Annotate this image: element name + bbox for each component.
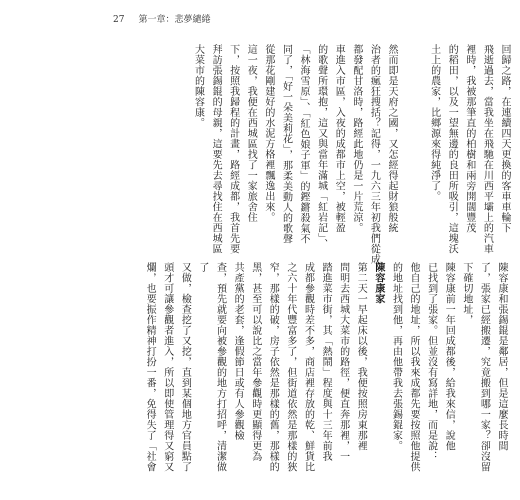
text-line: 陳容康前一年回成都後，給我來信，說他 — [443, 262, 455, 451]
text-line: 又做，檢查挖了又挖，直到某個地方官員點了 — [179, 262, 191, 472]
lower-text — [114, 262, 510, 477]
text-line: 拜訪張錫錕的母親，這要先去尋找住在西城區 — [210, 44, 222, 254]
text-line: 治者的瘋狂搜括？記得，一九六三年初我們從成 — [368, 44, 380, 265]
text-line: 車進入市區，入夜的成都市上空，被輕盈 — [333, 44, 345, 233]
text-line: 查，預先就要向被參觀的地方打招呼，清潔做了 — [196, 262, 226, 472]
text-line: 飛逝過去，當我坐在飛馳在川西平壩上的汽車 — [481, 44, 493, 254]
text-line: 踏進菜市街，其「熱鬧」程度與十三年前我 — [320, 262, 332, 462]
text-line: 的稻田，以及一望無邊的良田所吸引，這塊沃 — [446, 44, 458, 254]
upper-left-text — [114, 44, 400, 290]
text-line: 黑，甚至可以說比之當年參觀時更顯得更為 — [249, 262, 261, 462]
text-line: 同了，「好一朵美莉花」，那柔美動人的歌聲 — [280, 44, 292, 244]
text-line: 這一夜，我便在西城區找了一家旅舍住 — [245, 44, 257, 223]
text-line: 裡時，我被那筆直的柏樹和兩旁開闊豐茂 — [463, 44, 475, 233]
text-line: 第二天一早起床以後，我便按照房東那裡 — [355, 262, 367, 451]
text-line: 窄，那樣的破，房子依然是那樣的舊，那樣的 — [267, 262, 279, 472]
text-line: 陳容康和張錫錕是鄰居，但是這麼長時間 — [496, 262, 507, 451]
text-line: 的歌聲所環抱，這又與當年滿城「紅岩記」、 — [315, 44, 327, 249]
text-line: 然而即是天府之國，又怎經得起財狼般統 — [386, 44, 397, 233]
text-line: 問明去西城大菜市的路徑，便直奔那裡，一 — [337, 262, 349, 462]
text-line: 成都參觀時差不多，商店裡存放的乾、鮮貨比 — [302, 262, 314, 472]
text-line: 大菜市的陳容康。 — [192, 44, 204, 128]
text-line: 都發配甘洛時，路經此地仍是一片荒涼。 — [350, 44, 362, 233]
text-line: 下，按照我歸程的計畫，路經成都，我首先要 — [227, 44, 239, 254]
text-line: 之六十年代豐富多了，但街道依然是那樣的狹 — [284, 262, 296, 472]
text-line: 下確切地址， — [460, 262, 472, 325]
text-line: 的地址找到他，再由他帶我去張錫錕家。 — [390, 262, 402, 451]
section-heading: 陳容康家 — [372, 262, 384, 304]
text-line: 土上的農家，比鄉源來得純淨了。 — [428, 44, 440, 202]
text-line: 了，張家已經搬遷，究竟搬到哪一家？卻沒留 — [478, 262, 490, 472]
text-line: 從那花剛建好的水泥方格裡飄逸出來。 — [262, 44, 274, 223]
page-number: 27 — [113, 15, 125, 25]
text-line: 已找到了張家。但並沒有寫詳地，而是說： — [425, 262, 437, 462]
text-line: 他自己的地址，所以我來成都先要按照他提供 — [408, 262, 420, 472]
text-line: 頭才可讓參觀者進入，所以即使管理得又窮又 — [161, 262, 173, 472]
upper-right-text — [400, 44, 513, 290]
text-line: 「林海雪原」、「紅色娘子軍」的鏗鏘殺氣不 — [298, 44, 310, 244]
text-line: 爛，也要振作精神打扮一番，免得失了「社會 — [144, 262, 156, 472]
text-line: 回歸之路，在連續四天更換的客車車輪下 — [499, 44, 510, 233]
page-header — [113, 12, 210, 25]
chapter-title: 第一章：悲夢繾綣 — [138, 15, 211, 25]
text-line: 共產黨的老套，逢假節日或有人參觀檢 — [232, 262, 244, 441]
